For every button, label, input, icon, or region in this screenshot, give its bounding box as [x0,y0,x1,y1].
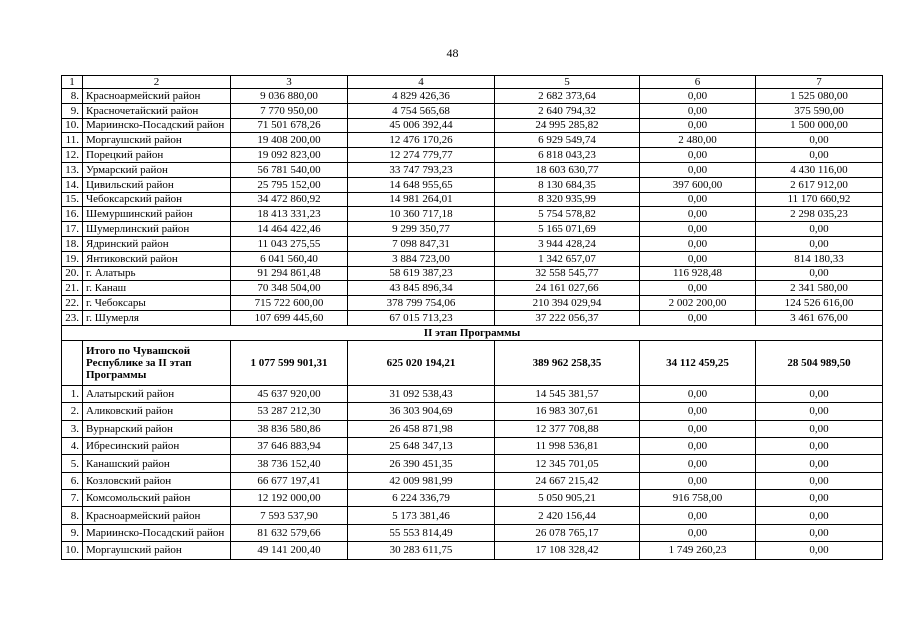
amount-cell: 25 648 347,13 [348,437,495,454]
amount-cell: 0,00 [640,103,756,118]
amount-cell: 5 165 071,69 [495,222,640,237]
amount-cell: 14 464 422,46 [231,222,348,237]
row-number-cell: 20. [62,266,83,281]
amount-cell: 1 500 000,00 [756,118,883,133]
row-number-cell: 14. [62,177,83,192]
district-name-cell: Урмарский район [83,162,231,177]
amount-cell: 0,00 [756,133,883,148]
total-value: 1 077 599 901,31 [231,340,348,385]
district-name-cell: г. Алатырь [83,266,231,281]
amount-cell: 4 829 426,36 [348,89,495,104]
row-number-cell: 11. [62,133,83,148]
row-number-cell: 15. [62,192,83,207]
table-row [62,403,883,420]
amount-cell: 814 180,33 [756,251,883,266]
table-row [62,385,883,402]
amount-cell: 38 836 580,86 [231,420,348,437]
section-row [62,325,883,340]
amount-cell: 33 747 793,23 [348,162,495,177]
amount-cell: 5 754 578,82 [495,207,640,222]
amount-cell: 0,00 [640,310,756,325]
amount-cell: 0,00 [640,236,756,251]
amount-cell: 43 845 896,34 [348,281,495,296]
district-name-cell: Красноармейский район [83,507,231,524]
amount-cell: 19 092 823,00 [231,148,348,163]
amount-cell: 2 480,00 [640,133,756,148]
amount-cell: 8 130 684,35 [495,177,640,192]
header-cell: 2 [83,76,231,89]
amount-cell: 45 637 920,00 [231,385,348,402]
section-title: II этап Программы [62,325,883,340]
row-number-cell: 1. [62,385,83,402]
amount-cell: 66 677 197,41 [231,472,348,489]
row-number-cell: 2. [62,403,83,420]
amount-cell: 8 320 935,99 [495,192,640,207]
amount-cell: 0,00 [640,118,756,133]
row-number-cell: 7. [62,490,83,507]
district-name-cell: Канашский район [83,455,231,472]
district-name-cell: Цивильский район [83,177,231,192]
district-name-cell: Ибресинский район [83,437,231,454]
district-name-cell: Алатырский район [83,385,231,402]
header-cell: 3 [231,76,348,89]
table-row [62,251,883,266]
district-name-cell: Мариинско-Посадский район [83,524,231,541]
amount-cell: 67 015 713,23 [348,310,495,325]
table-row [62,162,883,177]
amount-cell: 0,00 [640,162,756,177]
table-row [62,507,883,524]
amount-cell: 26 390 451,35 [348,455,495,472]
row-number-cell: 22. [62,296,83,311]
amount-cell: 916 758,00 [640,490,756,507]
table-row [62,455,883,472]
amount-cell: 12 274 779,77 [348,148,495,163]
amount-cell: 2 420 156,44 [495,507,640,524]
header-cell: 1 [62,76,83,89]
row-number-cell: 10. [62,542,83,559]
amount-cell: 2 617 912,00 [756,177,883,192]
district-name-cell: Красноармейский район [83,89,231,104]
amount-cell: 53 287 212,30 [231,403,348,420]
amount-cell: 25 795 152,00 [231,177,348,192]
amount-cell: 42 009 981,99 [348,472,495,489]
district-name-cell: Моргаушский район [83,133,231,148]
amount-cell: 397 600,00 [640,177,756,192]
amount-cell: 2 341 580,00 [756,281,883,296]
table-row [62,236,883,251]
amount-cell: 2 682 373,64 [495,89,640,104]
row-number-cell: 12. [62,148,83,163]
table-row [62,310,883,325]
amount-cell: 14 545 381,57 [495,385,640,402]
row-number-cell: 18. [62,236,83,251]
row-number-cell: 3. [62,420,83,437]
table-row [62,133,883,148]
total-value: 34 112 459,25 [640,340,756,385]
amount-cell: 0,00 [640,192,756,207]
amount-cell: 26 458 871,98 [348,420,495,437]
amount-cell: 36 303 904,69 [348,403,495,420]
amount-cell: 9 036 880,00 [231,89,348,104]
total-label: Итого по Чувашской Республике за II этап Программы [83,340,231,385]
amount-cell: 210 394 029,94 [495,296,640,311]
amount-cell: 71 501 678,26 [231,118,348,133]
amount-cell: 30 283 611,75 [348,542,495,559]
amount-cell: 0,00 [640,148,756,163]
amount-cell: 0,00 [756,148,883,163]
table-row [62,281,883,296]
amount-cell: 14 648 955,65 [348,177,495,192]
amount-cell: 0,00 [756,236,883,251]
amount-cell: 0,00 [640,222,756,237]
table-row [62,296,883,311]
district-name-cell: Порецкий район [83,148,231,163]
amount-cell: 0,00 [756,385,883,402]
amount-cell: 19 408 200,00 [231,133,348,148]
amount-cell: 37 646 883,94 [231,437,348,454]
amount-cell: 3 461 676,00 [756,310,883,325]
header-cell: 5 [495,76,640,89]
row-number-cell: 17. [62,222,83,237]
amount-cell: 0,00 [640,251,756,266]
amount-cell: 55 553 814,49 [348,524,495,541]
amount-cell: 18 603 630,77 [495,162,640,177]
amount-cell: 7 098 847,31 [348,236,495,251]
district-name-cell: Янтиковский район [83,251,231,266]
amount-cell: 4 754 565,68 [348,103,495,118]
amount-cell: 0,00 [756,455,883,472]
amount-cell: 58 619 387,23 [348,266,495,281]
amount-cell: 0,00 [640,455,756,472]
row-number-cell: 23. [62,310,83,325]
amount-cell: 2 640 794,32 [495,103,640,118]
row-number-cell: 13. [62,162,83,177]
amount-cell: 18 413 331,23 [231,207,348,222]
district-name-cell: Шумерлинский район [83,222,231,237]
table-row [62,89,883,104]
district-name-cell: Красночетайский район [83,103,231,118]
amount-cell: 0,00 [756,403,883,420]
table-row [62,148,883,163]
amount-cell: 0,00 [756,490,883,507]
total-number-cell [62,340,83,385]
amount-cell: 116 928,48 [640,266,756,281]
amount-cell: 0,00 [756,507,883,524]
table-row [62,542,883,559]
table-row [62,472,883,489]
amount-cell: 0,00 [756,420,883,437]
amount-cell: 12 192 000,00 [231,490,348,507]
amount-cell: 24 667 215,42 [495,472,640,489]
amount-cell: 124 526 616,00 [756,296,883,311]
amount-cell: 12 476 170,26 [348,133,495,148]
amount-cell: 0,00 [640,507,756,524]
row-number-cell: 21. [62,281,83,296]
header-cell: 7 [756,76,883,89]
table-row [62,524,883,541]
table-row [62,177,883,192]
district-name-cell: Моргаушский район [83,542,231,559]
table-row [62,490,883,507]
amount-cell: 12 377 708,88 [495,420,640,437]
amount-cell: 10 360 717,18 [348,207,495,222]
row-number-cell: 9. [62,103,83,118]
amount-cell: 12 345 701,05 [495,455,640,472]
district-name-cell: г. Чебоксары [83,296,231,311]
row-number-cell: 6. [62,472,83,489]
amount-cell: 11 998 536,81 [495,437,640,454]
amount-cell: 0,00 [640,524,756,541]
table-header-row [62,76,883,89]
amount-cell: 6 041 560,40 [231,251,348,266]
amount-cell: 0,00 [756,472,883,489]
amount-cell: 2 002 200,00 [640,296,756,311]
amount-cell: 0,00 [640,437,756,454]
amount-cell: 34 472 860,92 [231,192,348,207]
amount-cell: 1 525 080,00 [756,89,883,104]
amount-cell: 9 299 350,77 [348,222,495,237]
amount-cell: 3 944 428,24 [495,236,640,251]
table-row [62,420,883,437]
amount-cell: 0,00 [640,472,756,489]
amount-cell: 2 298 035,23 [756,207,883,222]
district-name-cell: Чебоксарский район [83,192,231,207]
amount-cell: 1 749 260,23 [640,542,756,559]
amount-cell: 7 770 950,00 [231,103,348,118]
amount-cell: 5 173 381,46 [348,507,495,524]
header-cell: 6 [640,76,756,89]
row-number-cell: 10. [62,118,83,133]
row-number-cell: 4. [62,437,83,454]
page-number: 48 [446,46,459,60]
amount-cell: 375 590,00 [756,103,883,118]
amount-cell: 70 348 504,00 [231,281,348,296]
district-name-cell: Ядринский район [83,236,231,251]
amount-cell: 0,00 [640,420,756,437]
row-number-cell: 8. [62,89,83,104]
table-row [62,222,883,237]
amount-cell: 32 558 545,77 [495,266,640,281]
amount-cell: 0,00 [640,385,756,402]
amount-cell: 0,00 [756,524,883,541]
amount-cell: 24 995 285,82 [495,118,640,133]
district-name-cell: Комсомольский район [83,490,231,507]
amount-cell: 0,00 [640,281,756,296]
amount-cell: 0,00 [640,207,756,222]
row-number-cell: 16. [62,207,83,222]
row-number-cell: 8. [62,507,83,524]
district-name-cell: Шемуршинский район [83,207,231,222]
table-row [62,207,883,222]
district-name-cell: г. Шумерля [83,310,231,325]
amount-cell: 91 294 861,48 [231,266,348,281]
total-value: 389 962 258,35 [495,340,640,385]
table-row [62,103,883,118]
amount-cell: 0,00 [756,266,883,281]
amount-cell: 0,00 [756,222,883,237]
row-number-cell: 5. [62,455,83,472]
table-row [62,437,883,454]
district-name-cell: Мариинско-Посадский район [83,118,231,133]
row-number-cell: 9. [62,524,83,541]
header-cell: 4 [348,76,495,89]
amount-cell: 38 736 152,40 [231,455,348,472]
amount-cell: 45 006 392,44 [348,118,495,133]
row-number-cell: 19. [62,251,83,266]
amount-cell: 6 818 043,23 [495,148,640,163]
amount-cell: 0,00 [756,437,883,454]
amount-cell: 1 342 657,07 [495,251,640,266]
district-name-cell: Аликовский район [83,403,231,420]
amount-cell: 11 170 660,92 [756,192,883,207]
district-name-cell: Козловский район [83,472,231,489]
amount-cell: 49 141 200,40 [231,542,348,559]
amount-cell: 16 983 307,61 [495,403,640,420]
amount-cell: 0,00 [640,403,756,420]
amount-cell: 37 222 056,37 [495,310,640,325]
table-row [62,118,883,133]
amount-cell: 5 050 905,21 [495,490,640,507]
amount-cell: 378 799 754,06 [348,296,495,311]
total-value: 28 504 989,50 [756,340,883,385]
amount-cell: 3 884 723,00 [348,251,495,266]
amount-cell: 0,00 [640,89,756,104]
amount-cell: 6 929 549,74 [495,133,640,148]
amount-cell: 0,00 [756,542,883,559]
district-name-cell: Вурнарский район [83,420,231,437]
district-name-cell: г. Канаш [83,281,231,296]
amount-cell: 7 593 537,90 [231,507,348,524]
table-row [62,192,883,207]
table-row [62,266,883,281]
total-row [62,340,883,385]
total-value: 625 020 194,21 [348,340,495,385]
amount-cell: 56 781 540,00 [231,162,348,177]
amount-cell: 81 632 579,66 [231,524,348,541]
amount-cell: 17 108 328,42 [495,542,640,559]
amount-cell: 107 699 445,60 [231,310,348,325]
amount-cell: 24 161 027,66 [495,281,640,296]
budget-table [61,75,883,560]
amount-cell: 11 043 275,55 [231,236,348,251]
amount-cell: 14 981 264,01 [348,192,495,207]
amount-cell: 715 722 600,00 [231,296,348,311]
amount-cell: 4 430 116,00 [756,162,883,177]
amount-cell: 31 092 538,43 [348,385,495,402]
amount-cell: 6 224 336,79 [348,490,495,507]
amount-cell: 26 078 765,17 [495,524,640,541]
